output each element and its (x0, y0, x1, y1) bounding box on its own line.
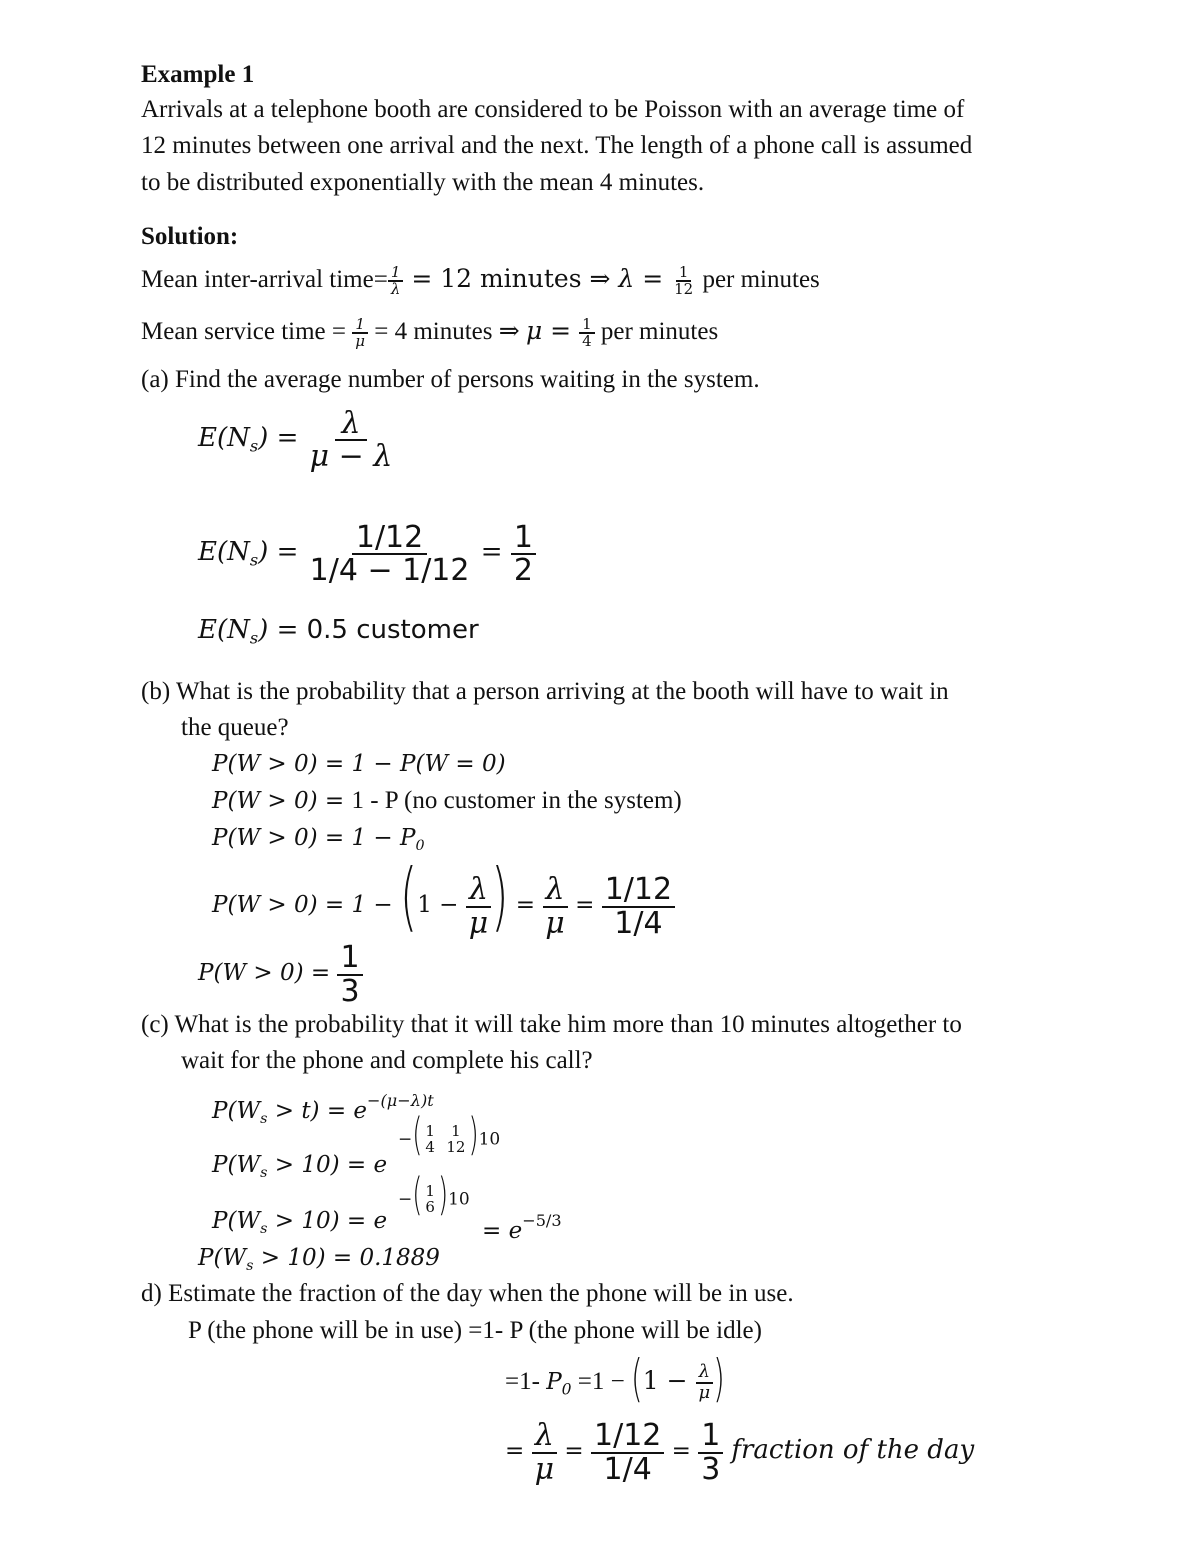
part-c-question-2: wait for the phone and complete his call? (181, 1047, 593, 1074)
lambda-fraction: $\frac{1}{12}$ (674, 262, 694, 299)
problem-line-1: Arrivals at a telephone booth are considered to be Poisson with an average time of (141, 96, 965, 123)
lambda-over-mu-3: $\frac{\lambda}{\mu}$ (695, 1363, 713, 1403)
part-c-line-1: $P(W_s > t) = e^{-(\mu-\lambda)t}$ (212, 1091, 434, 1128)
part-b-line-2: P(W > 0) = 1 - P (no customer in the system) (212, 787, 682, 814)
mu-symbol: μ (525, 316, 543, 345)
exponent-1-4-minus-1-12: −( 1 4 1 12 )10 (398, 1110, 501, 1162)
part-a-question: (a) Find the average number of persons waiting in the system. (141, 366, 760, 393)
part-b-result: P(W > 0) = $\frac{1}{3}$ (198, 938, 363, 1008)
problem-line-3: to be distributed exponentially with the mean 4 minutes. (141, 169, 705, 196)
part-c-line-3: $P(W_s > 10) = e$ −( 1 6 )10 = $e^{-5/3}$ (212, 1170, 562, 1245)
part-d-result-fraction: $\frac{1}{3}$ (698, 1420, 723, 1485)
arrival-value: = 12 minutes ⇒ (403, 264, 619, 293)
one-third-fraction: $\frac{1}{3}$ (337, 942, 362, 1007)
part-b-line-4: P(W > 0) = 1 − (1 − $\frac{\lambda}{\mu}$ ) = $\frac{\lambda}{\mu}$ = $\frac{1/12}{1/4}$ (212, 858, 675, 945)
part-c-question-1: (c) What is the probability that it will take him more than 10 minutes altogether to (141, 1011, 962, 1038)
part-d-fraction: $\frac{1/12}{1/4}$ (591, 1420, 664, 1485)
per-minutes-1: per minutes (696, 266, 820, 293)
per-minutes-2: per minutes (594, 318, 719, 345)
lambda-over-mu-1: $\frac{\lambda}{\mu}$ (466, 874, 492, 939)
service-value: = 4 minutes ⇒ (368, 318, 526, 345)
arrival-rate-line: Mean inter-arrival time= $\frac{1}{\lambda}$ = 12 minutes ⇒ λ = $\frac{1}{12}$ per minutes (141, 262, 820, 299)
lambda-symbol: λ (618, 264, 635, 293)
solution-heading: Solution: (141, 223, 239, 250)
part-c-result: $P(W_s > 10) = 0.1889$ (198, 1245, 440, 1274)
half-fraction: $\frac{1}{2}$ (511, 522, 536, 587)
example-title: Example 1 (141, 61, 255, 88)
part-b-question-1: (b) What is the probability that a person arriving at the booth will have to wait in (141, 678, 949, 705)
service-rate-line: Mean service time = $\frac{1}{\mu}$ = 4 minutes ⇒ μ = $\frac{1}{4}$ per minutes (141, 314, 719, 351)
part-a-substitution: $E(N_s)$ = $\frac{1/12}{1/4 - 1/12}$ = $\frac{1}{2}$ (198, 512, 536, 601)
one-over-lambda: $\frac{1}{\lambda}$ (388, 265, 404, 299)
one-over-mu: $\frac{1}{\mu}$ (352, 317, 368, 351)
one-twelfth-over-quarter: $\frac{1/12}{1/4}$ (602, 874, 675, 939)
mu-fraction: $\frac{1}{4}$ (579, 317, 595, 351)
exponent-1-6: −( 1 6 )10 (398, 1170, 470, 1222)
e-minus-five-thirds: = $e^{-5/3}$ (482, 1211, 562, 1245)
lambda-over-mu-minus-lambda: $\frac{\lambda}{\mu - \lambda}$ (309, 405, 393, 475)
part-d-question: d) Estimate the fraction of the day when the phone will be in use. (141, 1280, 794, 1307)
substitution-fraction: $\frac{1/12}{1/4 - 1/12}$ (309, 519, 470, 589)
arrival-label: Mean inter-arrival time= (141, 266, 388, 293)
lambda-over-mu-2: $\frac{\lambda}{\mu}$ (542, 874, 568, 939)
part-c-line-2: $P(W_s > 10) = e$ −( 1 4 1 12 )10 (212, 1110, 501, 1181)
expected-customers-value: 0.5 customer (306, 615, 479, 645)
part-b-line-3: $P(W > 0) = 1 - P_0$ (212, 825, 425, 854)
part-a-formula: $E(N_s)$ = $\frac{\lambda}{\mu - \lambda}$ (198, 398, 395, 487)
part-d-line-1: P (the phone will be in use) =1- P (the phone will be idle) (188, 1317, 762, 1344)
fraction-of-the-day: fraction of the day (731, 1435, 975, 1465)
part-b-line-1: P(W > 0) = 1 − P(W = 0) (212, 751, 506, 777)
part-d-line-3: = $\frac{\lambda}{\mu}$ = $\frac{1/12}{1/4}$ = $\frac{1}{3}$ fraction of the day (505, 1418, 975, 1487)
part-d-line-2: =1- $P_0 =1 - (1$ − $\frac{\lambda}{\mu}$ ) (505, 1349, 725, 1409)
service-label: Mean service time = (141, 318, 353, 345)
lambda-over-mu-4: $\frac{\lambda}{\mu}$ (532, 1420, 558, 1485)
problem-line-2: 12 minutes between one arrival and the next. The length of a phone call is assumed (141, 132, 973, 159)
part-b-question-2: the queue? (181, 714, 289, 741)
part-a-result: $E(N_s) = 0.5$ customer (198, 615, 479, 648)
